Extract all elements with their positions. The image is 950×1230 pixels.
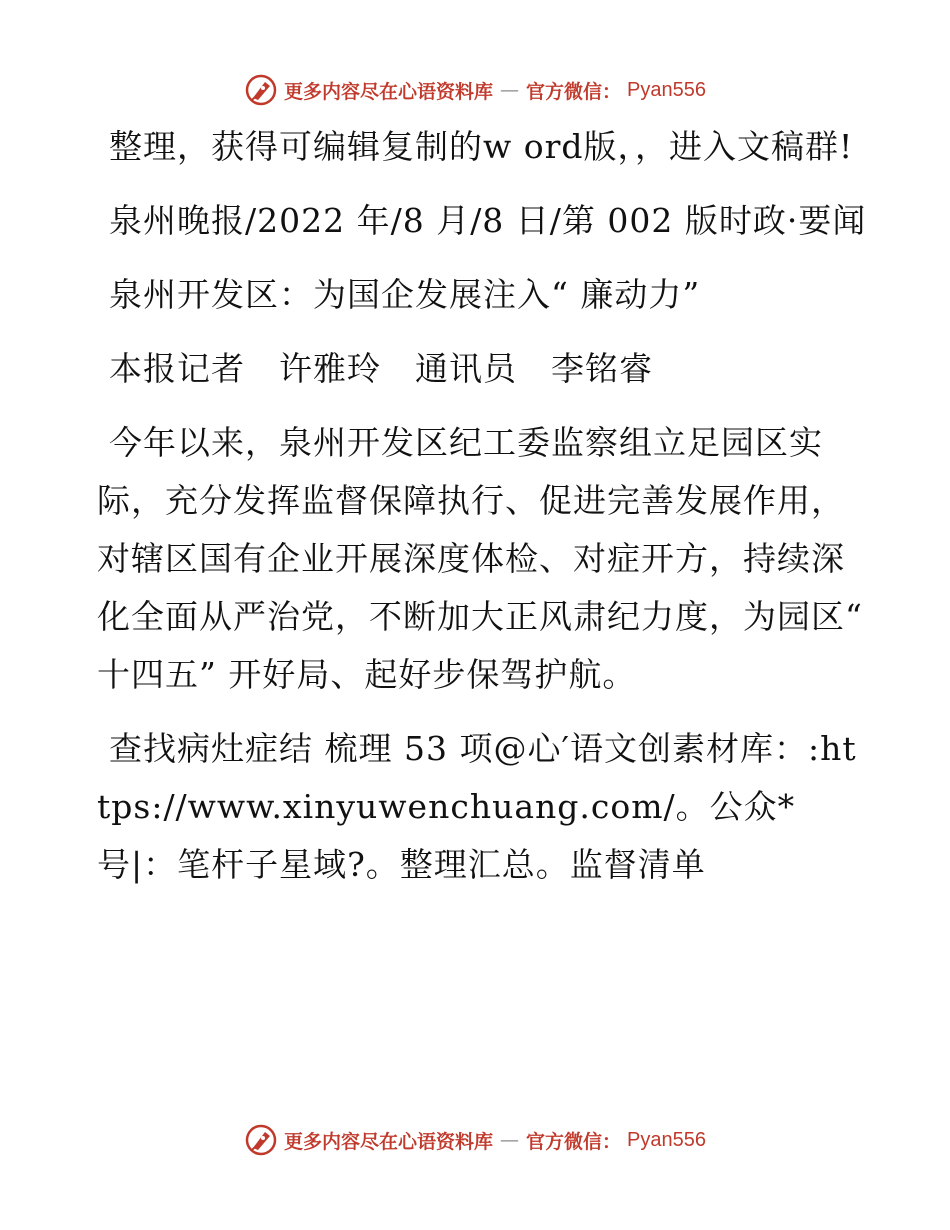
watermark-brand-text: 更多内容尽在心语资料库 [284, 1130, 494, 1153]
watermark-brand [244, 73, 706, 107]
watermark-brand [244, 1123, 706, 1157]
pen-nib-logo-icon [244, 1123, 278, 1157]
watermark-separator: — [500, 79, 520, 101]
watermark-wechat-label: 官方微信： [526, 1130, 622, 1153]
footer-watermark [0, 1120, 950, 1160]
pen-nib-logo-icon [244, 73, 278, 107]
paragraph-source-line: 泉州晚报/2022 年/8 月/8 日/第 002 版时政·要闻 [109, 201, 867, 240]
header-watermark [0, 70, 950, 110]
watermark-wechat-label: 官方微信： [526, 80, 622, 103]
watermark-brand-text: 更多内容尽在心语资料库 [284, 80, 494, 103]
paragraph-headline: 泉州开发区：为国企发展注入“ 廉动力” [109, 275, 701, 314]
paragraph-intro-note: 整理，获得可编辑复制的w ord版，，进入文稿群! [109, 127, 854, 166]
paragraph-section: 查找病灶症结 梳理 53 项@心′语文创素材库：:https://www.xinyuwenchuang.com/。公众*号|：笔杆子星域?。整理汇总。监督清单 [97, 729, 857, 884]
paragraph-byline: 本报记者 许雅玲 通讯员 李铭睿 [109, 349, 653, 388]
watermark-wechat-id: Pyan556 [627, 78, 706, 101]
document-body [97, 118, 867, 910]
paragraph-lead: 今年以来，泉州开发区纪工委监察组立足园区实际，充分发挥监督保障执行、促进完善发展作用，对辖区国有企业开展深度体检、对症开方，持续深化全面从严治党，不断加大正风肃纪力度，为园区“ 十四五” 开好局、起好步保驾护航。 [97, 423, 863, 694]
watermark-wechat-id: Pyan556 [627, 1128, 706, 1151]
watermark-separator: — [500, 1129, 520, 1151]
